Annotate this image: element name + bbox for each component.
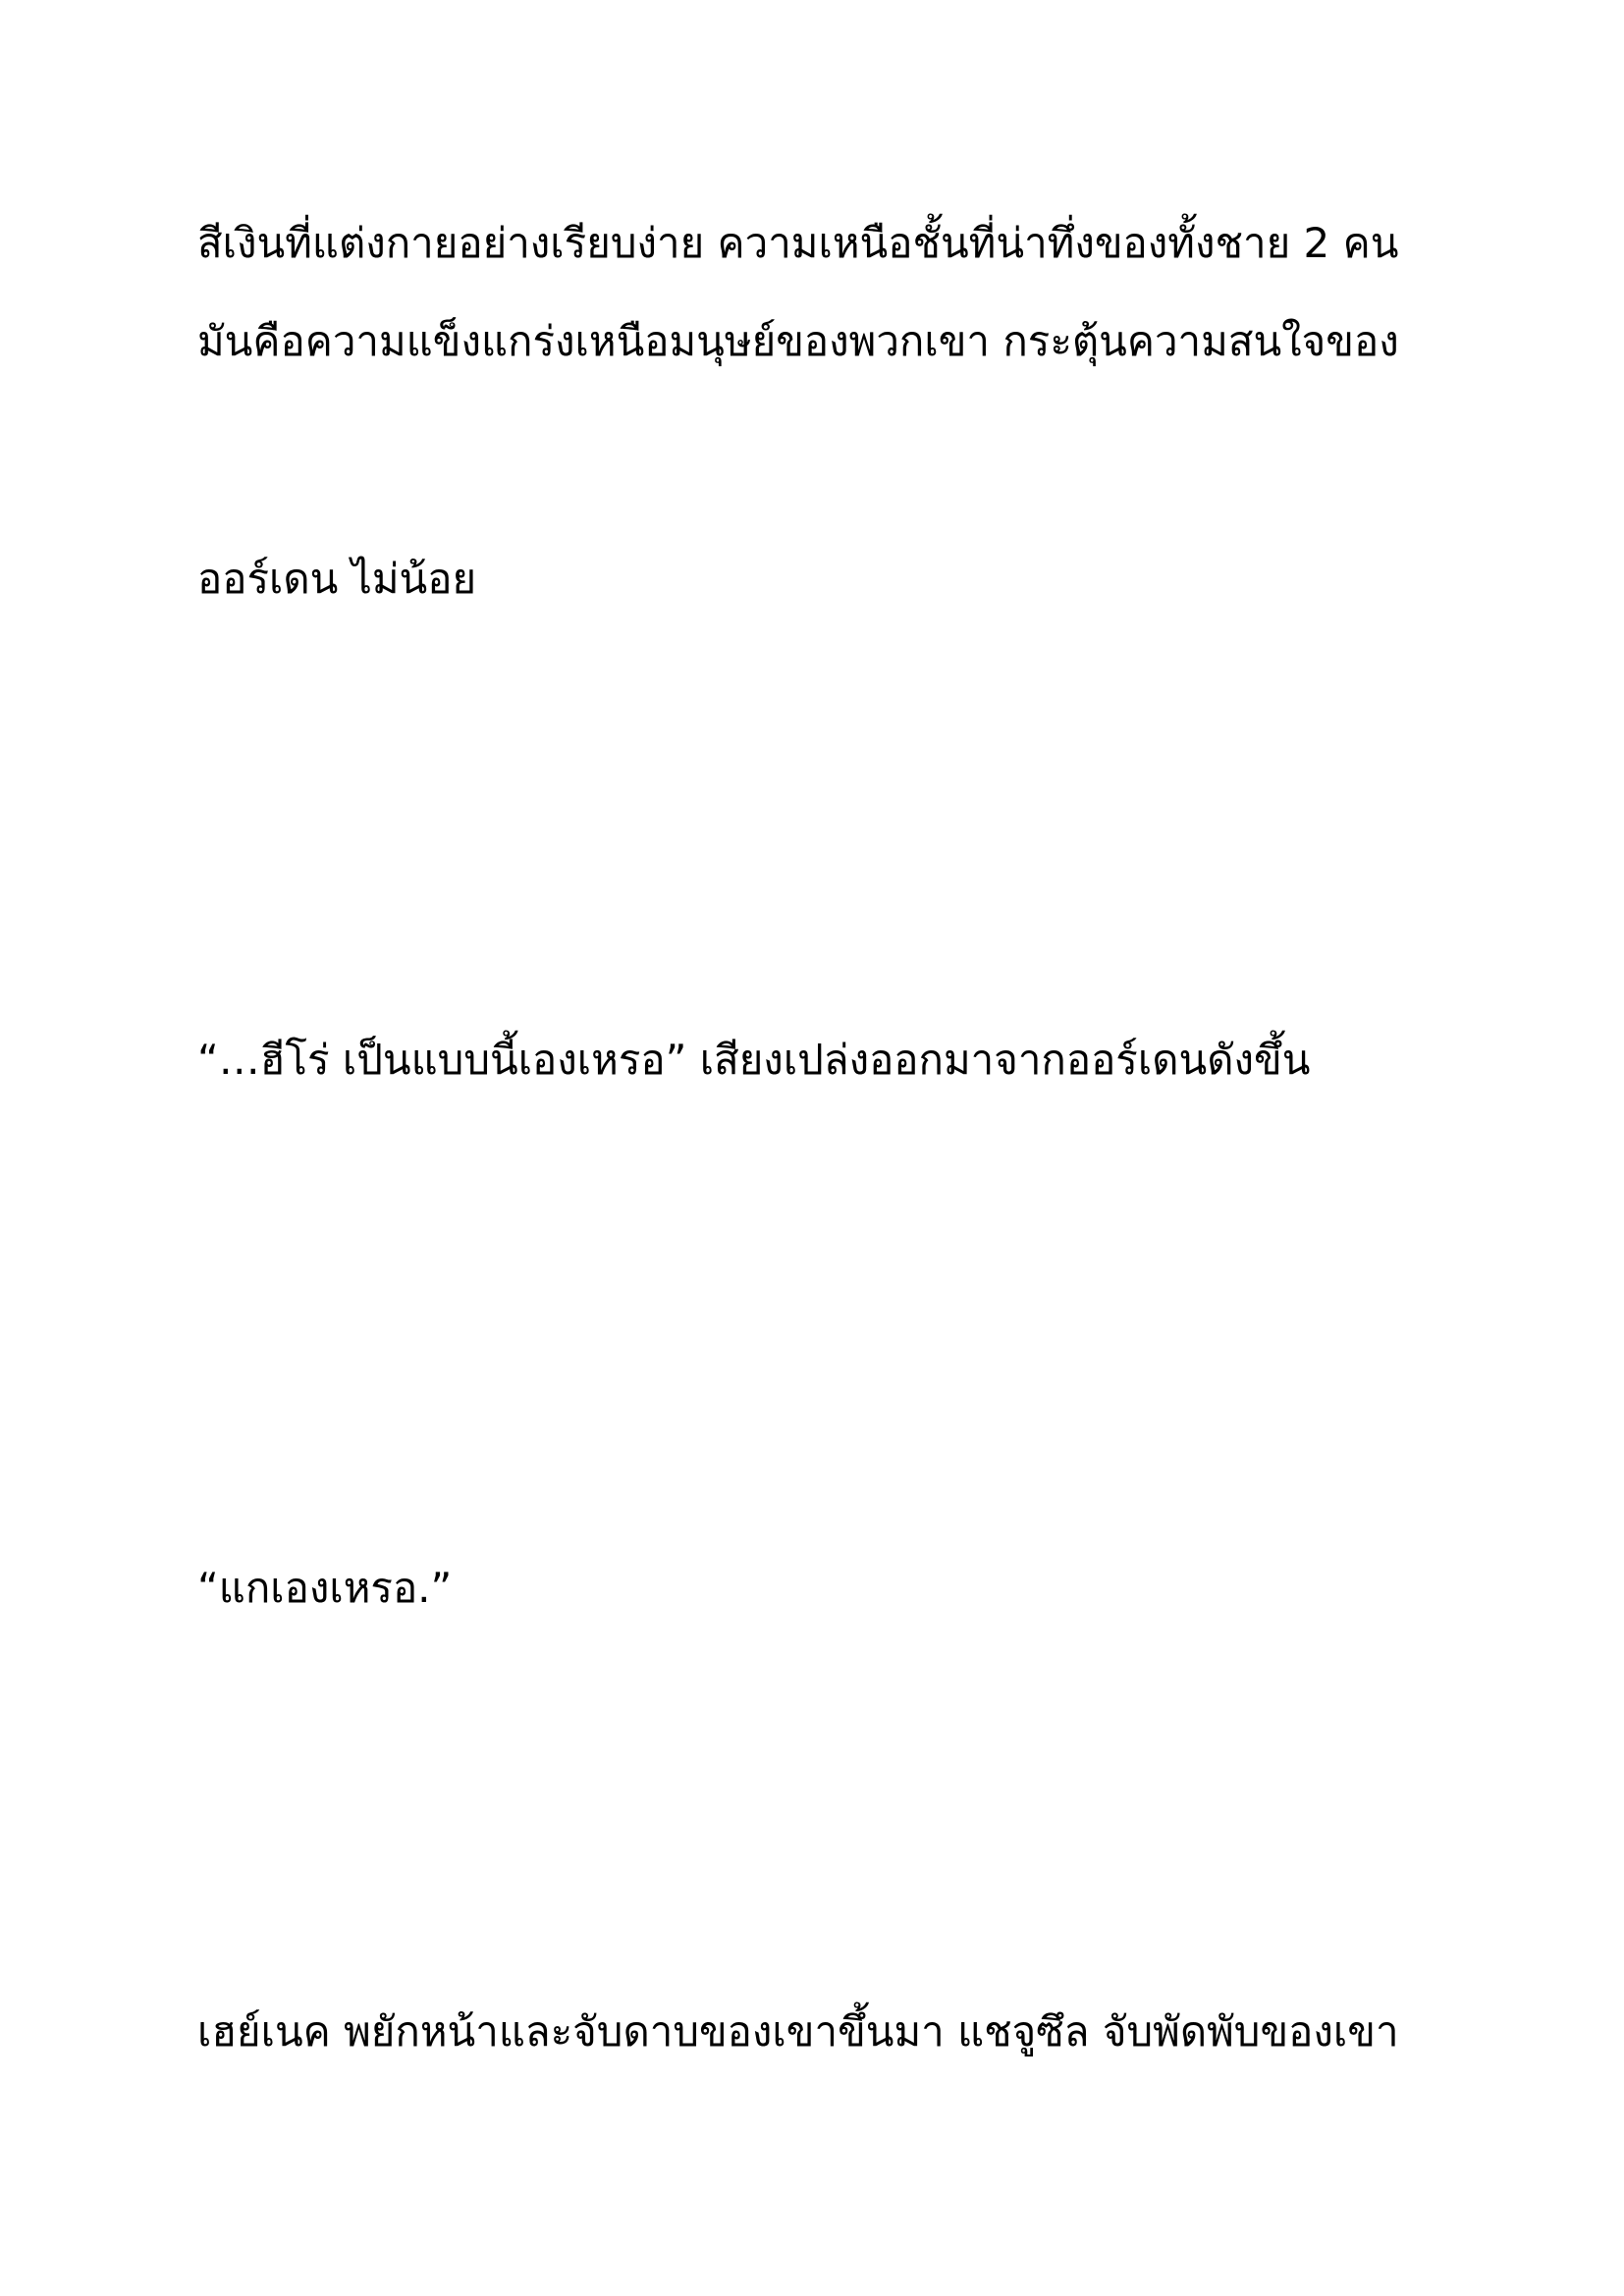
paragraph-line: เฮย์เนค พยักหน้าและจับดาบของเขาขึ้นมา แชจูซึล จับพัดพับของเขา — [197, 2007, 1399, 2056]
paragraph-line: มันคือความแข็งแกร่งเหนือมนุษย์ของพวกเขา กระตุ้นความสนใจของ — [197, 317, 1399, 365]
paragraph-line: สีเงินที่แต่งกายอย่างเรียบง่าย ความเหนือชั้นที่น่าทึ่งของทั้งชาย 2 คน — [197, 219, 1399, 267]
paragraph-line: ออร์เดน ไม่น้อย — [197, 555, 477, 603]
dialogue-line: “แกเองเหรอ.” — [197, 1564, 453, 1612]
dialogue-line: “…ฮีโร่ เป็นแบบนี้เองเหรอ” เสียงเปล่งออกมาจากออร์เดนดังขึ้น — [197, 1036, 1311, 1084]
